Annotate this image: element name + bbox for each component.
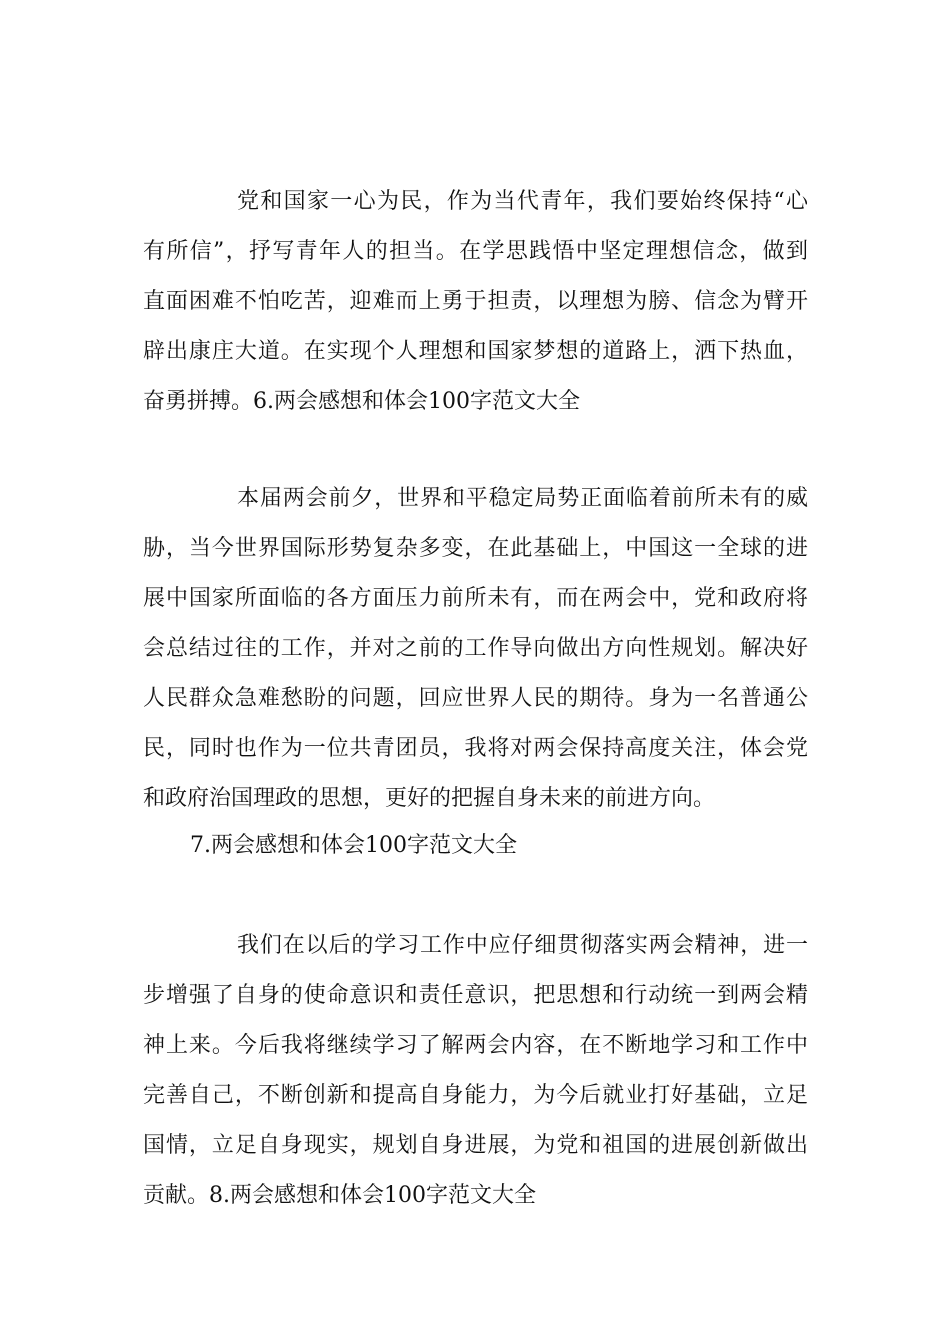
paragraph-2-line-3: 展中国家所面临的各方面压力前所未有，而在两会中，党和政府将 <box>143 586 808 611</box>
paragraph-2-line-4: 会总结过往的工作，并对之前的工作导向做出方向性规划。解决好 <box>143 636 808 661</box>
paragraph-1-line-1: 党和国家一心为民，作为当代青年，我们要始终保持“心 <box>237 189 808 214</box>
paragraph-2-line-7: 和政府治国理政的思想，更好的把握自身未来的前进方向。 <box>143 786 716 811</box>
paragraph-3-line-5: 国情，立足自身现实，规划自身进展，为党和祖国的进展创新做出 <box>143 1133 808 1158</box>
paragraph-3-line-6: 贡献。8.两会感想和体会100字范文大全 <box>143 1183 536 1208</box>
paragraph-2-line-2: 胁，当今世界国际形势复杂多变，在此基础上，中国这一全球的进 <box>143 536 808 561</box>
paragraph-3-line-2: 步增强了自身的使命意识和责任意识，把思想和行动统一到两会精 <box>143 983 808 1008</box>
paragraph-3-line-1: 我们在以后的学习工作中应仔细贯彻落实两会精神，进一 <box>237 933 808 958</box>
paragraph-1-line-3: 直面困难不怕吃苦，迎难而上勇于担责，以理想为膀、信念为臂开 <box>143 289 808 314</box>
paragraph-1-line-5: 奋勇拼搏。6.两会感想和体会100字范文大全 <box>143 389 580 414</box>
paragraph-3-line-3: 神上来。今后我将继续学习了解两会内容，在不断地学习和工作中 <box>143 1033 808 1058</box>
paragraph-1-line-4: 辟出康庄大道。在实现个人理想和国家梦想的道路上，洒下热血， <box>143 339 808 364</box>
paragraph-2-line-5: 人民群众急难愁盼的问题，回应世界人民的期待。身为一名普通公 <box>143 686 808 711</box>
paragraph-3-line-4: 完善自己，不断创新和提高自身能力，为今后就业打好基础，立足 <box>143 1083 808 1108</box>
section-heading-7: 7.两会感想和体会100字范文大全 <box>190 833 517 858</box>
paragraph-1-line-2: 有所信”，抒写青年人的担当。在学思践悟中坚定理想信念，做到 <box>143 239 808 264</box>
paragraph-2-line-6: 民，同时也作为一位共青团员，我将对两会保持高度关注，体会党 <box>143 736 808 761</box>
paragraph-2-line-1: 本届两会前夕，世界和平稳定局势正面临着前所未有的威 <box>237 486 808 511</box>
